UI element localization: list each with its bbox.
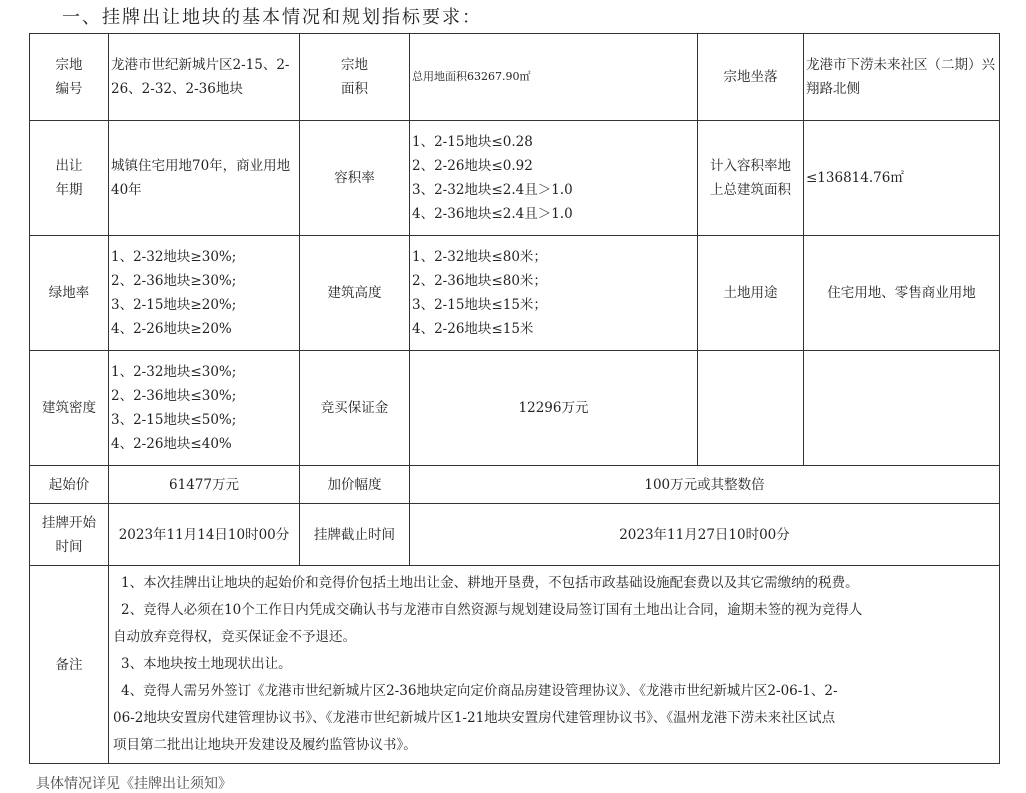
label-deposit: 竞买保证金 <box>300 351 410 466</box>
footer-note: 具体情况详见《挂牌出让须知》 <box>36 776 232 792</box>
label-building-height: 建筑高度 <box>300 236 410 351</box>
empty-cell <box>804 351 1000 466</box>
value-plot-ratio: 1、2-15地块≤0.28 2、2-26地块≤0.92 3、2-32地块≤2.4且＞1.0 4、2-36地块≤2.4且＞1.0 <box>410 121 698 236</box>
table-row <box>30 121 1000 236</box>
value-parcel-location: 龙港市下涝未来社区（二期）兴翔路北侧 <box>804 34 1000 121</box>
remark-line: 项目第二批出让地块开发建设及履约监管协议书》。 <box>113 737 417 753</box>
value-parcel-number: 龙港市世纪新城片区2-15、2-26、2-32、2-36地块 <box>109 34 300 121</box>
value-parcel-area: 总用地面积63267.90㎡ <box>410 34 698 121</box>
value-bid-increment: 100万元或其整数倍 <box>410 466 1000 504</box>
table-row <box>30 466 1000 504</box>
value-listing-end: 2023年11月27日10时00分 <box>410 504 1000 566</box>
label-listing-start: 挂牌开始 时间 <box>30 504 109 566</box>
value-lease-term: 城镇住宅用地70年，商业用地40年 <box>109 121 300 236</box>
value-floor-area: ≤136814.76㎡ <box>804 121 1000 236</box>
remark-line: 4、竞得人需另外签订《龙港市世纪新城片区2-36地块定向定价商品房建设管理协议》、《龙港市世纪新城片区2-06-1、2- <box>121 683 838 699</box>
section-heading: 一、挂牌出让地块的基本情况和规划指标要求： <box>62 7 482 28</box>
remark-line: 3、本地块按土地现状出让。 <box>121 656 292 672</box>
label-land-use: 土地用途 <box>698 236 804 351</box>
table-row <box>30 351 1000 466</box>
remark-line: 2、竞得人必须在10个工作日内凭成交确认书与龙港市自然资源与规划建设局签订国有土地出让合同，逾期未签的视为竞得人 <box>121 602 863 618</box>
value-land-use: 住宅用地、零售商业用地 <box>804 236 1000 351</box>
table-row <box>30 236 1000 351</box>
label-bid-increment: 加价幅度 <box>300 466 410 504</box>
value-listing-start: 2023年11月14日10时00分 <box>109 504 300 566</box>
land-info-table <box>29 33 1000 764</box>
label-remarks: 备注 <box>30 566 109 764</box>
remark-line: 06-2地块安置房代建管理协议书》、《龙港市世纪新城片区1-21地块安置房代建管理协议书》、《温州龙港下涝未来社区试点 <box>113 710 836 726</box>
label-floor-area: 计入容积率地 上总建筑面积 <box>698 121 804 236</box>
table-row <box>30 34 1000 121</box>
label-parcel-location: 宗地坐落 <box>698 34 804 121</box>
label-building-density: 建筑密度 <box>30 351 109 466</box>
empty-cell <box>698 351 804 466</box>
table-row <box>30 504 1000 566</box>
table-row <box>30 566 1000 764</box>
label-starting-price: 起始价 <box>30 466 109 504</box>
value-remarks <box>109 566 1000 764</box>
remark-line: 自动放弃竞得权，竞买保证金不予退还。 <box>113 629 356 645</box>
label-plot-ratio: 容积率 <box>300 121 410 236</box>
remark-line: 1、本次挂牌出让地块的起始价和竞得价包括土地出让金、耕地开垦费，不包括市政基础设施配套费以及其它需缴纳的税费。 <box>121 575 859 591</box>
label-lease-term: 出让 年期 <box>30 121 109 236</box>
value-deposit: 12296万元 <box>410 351 698 466</box>
value-building-height: 1、2-32地块≤80米； 2、2-36地块≤80米； 3、2-15地块≤15米； 4、2-26地块≤15米 <box>410 236 698 351</box>
label-green-ratio: 绿地率 <box>30 236 109 351</box>
label-listing-end: 挂牌截止时间 <box>300 504 410 566</box>
label-parcel-number: 宗地 编号 <box>30 34 109 121</box>
value-starting-price: 61477万元 <box>109 466 300 504</box>
value-building-density: 1、2-32地块≤30%; 2、2-36地块≤30%; 3、2-15地块≤50%; 4、2-26地块≤40% <box>109 351 300 466</box>
value-green-ratio: 1、2-32地块≥30%; 2、2-36地块≥30%; 3、2-15地块≥20%; 4、2-26地块≥20% <box>109 236 300 351</box>
label-parcel-area: 宗地 面积 <box>300 34 410 121</box>
